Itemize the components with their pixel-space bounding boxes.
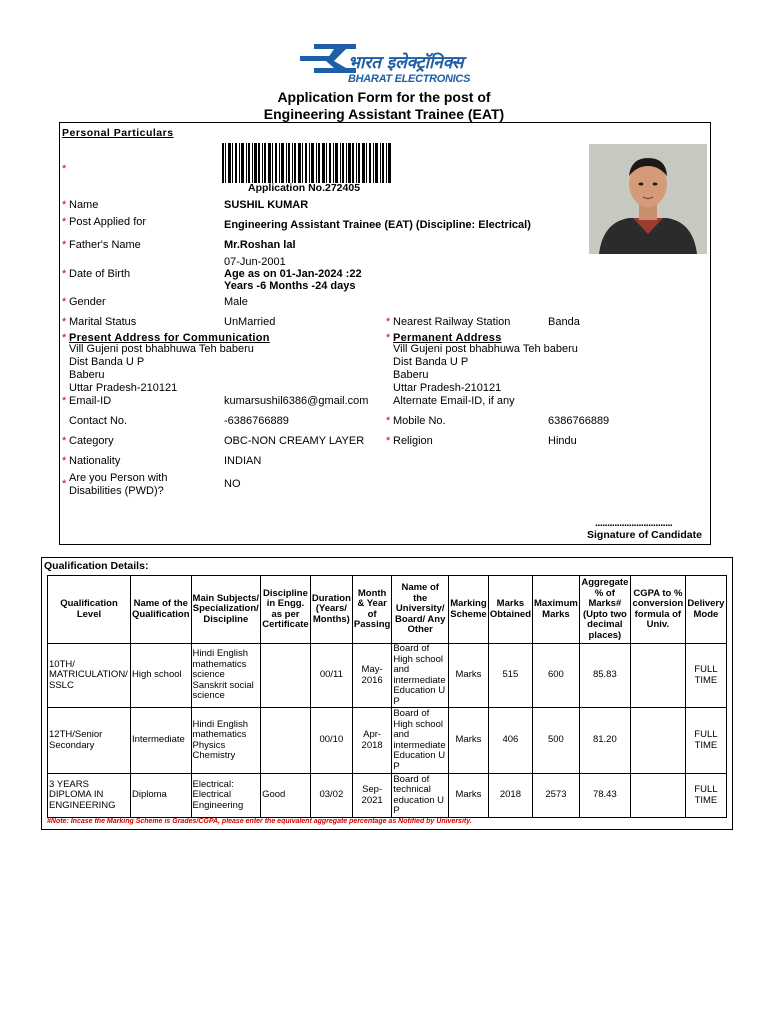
personal-section-title: Personal Particulars — [62, 127, 174, 139]
cell-passing: Apr-2018 — [352, 708, 391, 774]
religion-label: Religion — [393, 435, 433, 447]
post-value: Engineering Assistant Trainee (EAT) (Discipline: Electrical) — [224, 219, 531, 231]
header-marking-scheme: Marking Scheme — [449, 576, 489, 644]
cell-cgpa-conversion — [630, 774, 685, 818]
barcode-icon — [222, 143, 392, 183]
cell-qualification-level: 3 YEARS DIPLOMA IN ENGINEERING — [48, 774, 131, 818]
cell-aggregate: 78.43 — [579, 774, 630, 818]
cell-discipline — [261, 644, 311, 708]
nationality-value: INDIAN — [224, 455, 262, 467]
age-line1: Age as on 01-Jan-2024 :22 — [224, 268, 362, 280]
cell-duration: 03/02 — [310, 774, 352, 818]
cell-discipline: Good — [261, 774, 311, 818]
cell-marking-scheme: Marks — [449, 774, 489, 818]
bel-logo — [300, 42, 472, 90]
marital-status-value: UnMarried — [224, 316, 276, 328]
header-university: Name of the University/ Board/ Any Other — [392, 576, 449, 644]
mobile-label: Mobile No. — [393, 415, 446, 427]
cell-marks-obtained: 515 — [488, 644, 532, 708]
age-line2: Years -6 Months -24 days — [224, 280, 356, 292]
dob-value: 07-Jun-2001 — [224, 256, 286, 268]
cell-passing: May-2016 — [352, 644, 391, 708]
cell-marks-obtained: 2018 — [488, 774, 532, 818]
cell-maximum-marks: 500 — [533, 708, 580, 774]
form-title-line2: Engineering Assistant Trainee (EAT) — [263, 106, 505, 122]
table-row — [48, 644, 727, 708]
required-marker: * — [62, 395, 67, 407]
header-qualification-name: Name of the Qualification — [131, 576, 192, 644]
category-value: OBC-NON CREAMY LAYER — [224, 435, 365, 447]
contact-value: -6386766889 — [224, 415, 289, 427]
cell-qualification-level: 10TH/ MATRICULATION/ SSLC — [48, 644, 131, 708]
table-row — [48, 774, 727, 818]
category-label: Category — [69, 435, 114, 447]
required-marker: * — [62, 478, 67, 490]
name-value: SUSHIL KUMAR — [224, 199, 309, 211]
required-marker: * — [62, 216, 67, 228]
present-address-label: Present Address for Communication — [69, 332, 270, 344]
cell-delivery-mode: FULL TIME — [685, 774, 726, 818]
header-duration: Duration (Years/ Months) — [310, 576, 352, 644]
pwd-value: NO — [224, 478, 241, 490]
header-cgpa-conversion: CGPA to % conversion formula of Univ. — [630, 576, 685, 644]
permanent-address-label: Permanent Address — [393, 332, 502, 344]
religion-value: Hindu — [548, 435, 577, 447]
cell-university: Board of High school and intermediate Education U P — [392, 708, 449, 774]
header-maximum-marks: Maximum Marks — [533, 576, 580, 644]
cell-main-subjects: Electrical: Electrical Engineering — [191, 774, 261, 818]
email-label: Email-ID — [69, 395, 112, 407]
header-delivery-mode: Delivery Mode — [685, 576, 726, 644]
cell-maximum-marks: 2573 — [533, 774, 580, 818]
qualification-header-row — [48, 576, 727, 644]
cell-aggregate: 81.20 — [579, 708, 630, 774]
cell-delivery-mode: FULL TIME — [685, 644, 726, 708]
form-title-line1: Application Form for the post of — [277, 89, 491, 105]
cell-cgpa-conversion — [630, 644, 685, 708]
railway-station-value: Banda — [548, 316, 580, 328]
required-marker: * — [62, 455, 67, 467]
cell-marks-obtained: 406 — [488, 708, 532, 774]
nationality-label: Nationality — [69, 455, 121, 467]
required-marker: * — [62, 296, 67, 308]
permanent-address-value: Vill Gujeni post bhabhuwa Teh baberu Dist Banda U P Baberu Uttar Pradesh-210121 — [393, 343, 578, 394]
cell-qualification-name: Intermediate — [131, 708, 192, 774]
header-marks-obtained: Marks Obtained — [488, 576, 532, 644]
required-marker: * — [386, 332, 391, 344]
post-label: Post Applied for — [69, 216, 147, 228]
required-marker: * — [386, 415, 391, 427]
marking-scheme-note: #Note: Incase the Marking Scheme is Grades/CGPA, please enter the equivalent aggregate percentage as Notified by University. — [47, 818, 472, 825]
required-marker: * — [62, 316, 67, 328]
required-marker: * — [62, 239, 67, 251]
cell-cgpa-conversion — [630, 708, 685, 774]
gender-label: Gender — [69, 296, 106, 308]
cell-qualification-name: High school — [131, 644, 192, 708]
candidate-photo-icon — [589, 144, 707, 254]
pwd-label: Are you Person with Disabilities (PWD)? — [69, 472, 168, 497]
header-aggregate: Aggregate % of Marks# (Upto two decimal places) — [579, 576, 630, 644]
cell-duration: 00/11 — [310, 644, 352, 708]
signature-line: ................................ — [595, 517, 673, 529]
required-marker: * — [62, 199, 67, 211]
header-discipline: Discipline in Engg. as per Certificate — [261, 576, 311, 644]
present-address-value: Vill Gujeni post bhabhuwa Teh baberu Dist Banda U P Baberu Uttar Pradesh-210121 — [69, 343, 254, 394]
cell-discipline — [261, 708, 311, 774]
required-marker: * — [386, 316, 391, 328]
qualification-section-title: Qualification Details: — [44, 560, 149, 572]
cell-qualification-level: 12TH/Senior Secondary — [48, 708, 131, 774]
cell-delivery-mode: FULL TIME — [685, 708, 726, 774]
candidate-photo — [589, 144, 707, 254]
father-name-label: Father's Name — [69, 239, 141, 251]
cell-aggregate: 85.83 — [579, 644, 630, 708]
signature-label: Signature of Candidate — [587, 529, 702, 541]
cell-main-subjects: Hindi English mathematics science Sanskrit social science — [191, 644, 261, 708]
header-qualification-level: Qualification Level — [48, 576, 131, 644]
name-label: Name — [69, 199, 99, 211]
header-main-subjects: Main Subjects/ Specialization/ Discipline — [191, 576, 261, 644]
cell-university: Board of technical education U P — [392, 774, 449, 818]
alternate-email-label: Alternate Email-ID, if any — [393, 395, 515, 407]
required-marker: * — [386, 435, 391, 447]
barcode — [222, 143, 392, 183]
required-marker: * — [62, 435, 67, 447]
cell-main-subjects: Hindi English mathematics Physics Chemistry — [191, 708, 261, 774]
required-marker: * — [62, 332, 67, 344]
logo-hindi: भारत इलेक्ट्रॉनिक्स — [348, 53, 464, 73]
cell-university: Board of High school and intermediate Education U P — [392, 644, 449, 708]
cell-duration: 00/10 — [310, 708, 352, 774]
header-passing: Month & Year of Passing — [352, 576, 391, 644]
gender-value: Male — [224, 296, 248, 308]
contact-label: Contact No. — [69, 415, 128, 427]
marital-status-label: Marital Status — [69, 316, 137, 328]
father-name-value: Mr.Roshan lal — [224, 239, 296, 251]
required-marker: * — [62, 163, 67, 175]
cell-qualification-name: Diploma — [131, 774, 192, 818]
application-number: Application No.272405 — [248, 182, 361, 194]
dob-label: Date of Birth — [69, 268, 131, 280]
email-value: kumarsushil6386@gmail.com — [224, 395, 369, 407]
logo-english: BHARAT ELECTRONICS — [348, 73, 471, 85]
cell-passing: Sep-2021 — [352, 774, 391, 818]
mobile-value: 6386766889 — [548, 415, 610, 427]
cell-marking-scheme: Marks — [449, 644, 489, 708]
cell-marking-scheme: Marks — [449, 708, 489, 774]
railway-station-label: Nearest Railway Station — [393, 316, 511, 328]
required-marker: * — [62, 268, 67, 280]
cell-maximum-marks: 600 — [533, 644, 580, 708]
qualification-table — [47, 575, 727, 818]
table-row — [48, 708, 727, 774]
